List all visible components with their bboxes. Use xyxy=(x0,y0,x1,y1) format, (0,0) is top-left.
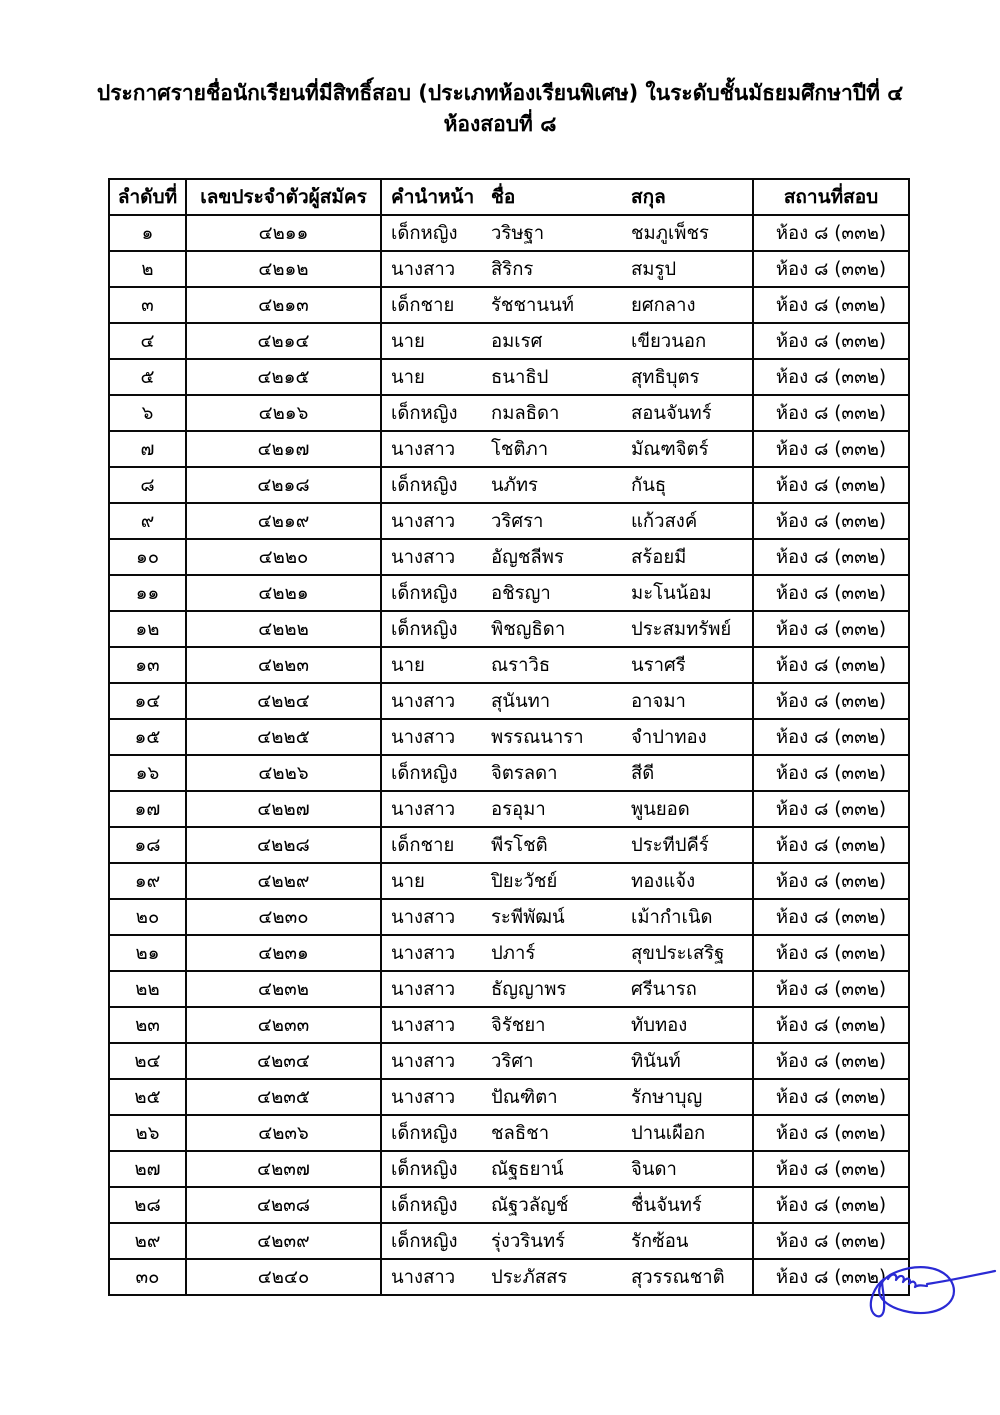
row-surname: สุวรรณชาติ xyxy=(631,1266,725,1288)
row-first-name: อรอุมา xyxy=(491,798,546,820)
table-row xyxy=(109,395,909,431)
row-first-name: สุนันทา xyxy=(491,690,551,712)
row-first-name: ปภาร์ xyxy=(491,942,536,964)
title-line-1: ประกาศรายชื่อนักเรียนที่มีสิทธิ์สอบ (ประเภทห้องเรียนพิเศษ) ในระดับชั้นมัธยมศึกษาปีที่ ๔ xyxy=(96,81,904,105)
table-row xyxy=(109,431,909,467)
row-first-name: ธนาธิป xyxy=(491,366,549,388)
row-surname: จำปาทอง xyxy=(631,726,707,748)
row-first-name: ณัฐธยาน์ xyxy=(491,1158,564,1180)
row-order: ๘ xyxy=(109,467,186,503)
row-first-name: ณัฐวลัญช์ xyxy=(491,1194,569,1216)
row-order: ๑๕ xyxy=(109,719,186,755)
signature-oval xyxy=(879,1267,954,1313)
row-first-name: ประภัสสร xyxy=(491,1266,568,1288)
table-row xyxy=(109,899,909,935)
row-order: ๕ xyxy=(109,359,186,395)
row-prefix: นางสาว xyxy=(391,942,456,964)
row-surname: จินดา xyxy=(631,1158,677,1180)
row-applicant-id: ๔๒๑๙ xyxy=(186,503,381,539)
row-prefix: นางสาว xyxy=(391,546,456,568)
row-order: ๗ xyxy=(109,431,186,467)
row-exam-location: ห้อง ๘ (๓๓๒) xyxy=(753,719,909,755)
row-exam-location: ห้อง ๘ (๓๓๒) xyxy=(753,971,909,1007)
row-applicant-id: ๔๒๒๐ xyxy=(186,539,381,575)
row-surname: สอนจันทร์ xyxy=(631,402,712,424)
row-order: ๒๘ xyxy=(109,1187,186,1223)
row-order: ๑๗ xyxy=(109,791,186,827)
row-exam-location: ห้อง ๘ (๓๓๒) xyxy=(753,251,909,287)
row-applicant-id: ๔๒๒๔ xyxy=(186,683,381,719)
row-exam-location: ห้อง ๘ (๓๓๒) xyxy=(753,539,909,575)
table-row xyxy=(109,1115,909,1151)
table-row xyxy=(109,719,909,755)
document-title xyxy=(0,78,1000,140)
row-exam-location: ห้อง ๘ (๓๓๒) xyxy=(753,935,909,971)
row-surname: สีดี xyxy=(631,762,655,784)
table-row xyxy=(109,791,909,827)
row-surname: นราศรี xyxy=(631,654,686,676)
row-surname: รักซ้อน xyxy=(631,1230,689,1252)
row-exam-location: ห้อง ๘ (๓๓๒) xyxy=(753,755,909,791)
row-exam-location: ห้อง ๘ (๓๓๒) xyxy=(753,395,909,431)
row-surname: ทินันท์ xyxy=(631,1050,681,1072)
row-name-group xyxy=(381,467,753,503)
row-exam-location: ห้อง ๘ (๓๓๒) xyxy=(753,575,909,611)
row-first-name: ปิยะวัชย์ xyxy=(491,870,558,892)
row-exam-location: ห้อง ๘ (๓๓๒) xyxy=(753,611,909,647)
row-applicant-id: ๔๒๑๖ xyxy=(186,395,381,431)
row-surname: ประสมทรัพย์ xyxy=(631,618,732,640)
table-row xyxy=(109,1187,909,1223)
header-name-group xyxy=(381,179,753,215)
row-exam-location: ห้อง ๘ (๓๓๒) xyxy=(753,359,909,395)
row-surname: ชมภูเพ็ชร xyxy=(631,222,709,244)
row-first-name: กมลธิดา xyxy=(491,402,560,424)
row-name-group xyxy=(381,1187,753,1223)
row-first-name: อชิรญา xyxy=(491,582,551,604)
row-surname: ประทีปคีร์ xyxy=(631,834,709,856)
title-line-2: ห้องสอบที่ ๘ xyxy=(443,112,557,136)
row-exam-location: ห้อง ๘ (๓๓๒) xyxy=(753,1223,909,1259)
row-name-group xyxy=(381,1079,753,1115)
row-surname: สร้อยมี xyxy=(631,546,687,568)
row-name-group xyxy=(381,971,753,1007)
row-surname: แก้วสงค์ xyxy=(631,510,698,532)
row-exam-location: ห้อง ๘ (๓๓๒) xyxy=(753,863,909,899)
row-name-group xyxy=(381,323,753,359)
row-applicant-id: ๔๒๑๓ xyxy=(186,287,381,323)
row-order: ๑ xyxy=(109,215,186,251)
row-prefix: เด็กหญิง xyxy=(391,1122,458,1144)
table-row xyxy=(109,503,909,539)
row-name-group xyxy=(381,215,753,251)
row-prefix: เด็กหญิง xyxy=(391,1158,458,1180)
row-applicant-id: ๔๒๓๐ xyxy=(186,899,381,935)
row-first-name: พีรโชติ xyxy=(491,834,548,856)
row-first-name: รัชชานนท์ xyxy=(491,294,574,316)
row-name-group xyxy=(381,899,753,935)
row-order: ๑๘ xyxy=(109,827,186,863)
row-first-name: จิรัชยา xyxy=(491,1014,546,1036)
row-exam-location: ห้อง ๘ (๓๓๒) xyxy=(753,503,909,539)
table-row xyxy=(109,575,909,611)
row-applicant-id: ๔๒๑๘ xyxy=(186,467,381,503)
row-applicant-id: ๔๒๒๙ xyxy=(186,863,381,899)
row-first-name: นภัทร xyxy=(491,474,538,496)
row-applicant-id: ๔๒๒๓ xyxy=(186,647,381,683)
row-surname: มะโนน้อม xyxy=(631,582,712,604)
row-name-group xyxy=(381,683,753,719)
row-prefix: เด็กหญิง xyxy=(391,222,458,244)
row-order: ๓ xyxy=(109,287,186,323)
row-order: ๙ xyxy=(109,503,186,539)
row-name-group xyxy=(381,791,753,827)
row-surname: สุขประเสริฐ xyxy=(631,942,725,964)
row-prefix: เด็กหญิง xyxy=(391,582,458,604)
row-first-name: พิชญธิดา xyxy=(491,618,566,640)
row-name-group xyxy=(381,539,753,575)
header-order: ลำดับที่ xyxy=(109,179,186,215)
row-first-name: สิริกร xyxy=(491,258,534,280)
row-name-group xyxy=(381,647,753,683)
table-row xyxy=(109,827,909,863)
table-row xyxy=(109,1151,909,1187)
row-exam-location: ห้อง ๘ (๓๓๒) xyxy=(753,1259,909,1295)
row-prefix: เด็กหญิง xyxy=(391,1230,458,1252)
row-first-name: พรรณนารา xyxy=(491,726,584,748)
row-first-name: ชลธิชา xyxy=(491,1122,550,1144)
row-surname: ทองแจ้ง xyxy=(631,870,696,892)
row-prefix: นาย xyxy=(391,330,425,352)
row-first-name: อัญชลีพร xyxy=(491,546,564,568)
row-prefix: เด็กหญิง xyxy=(391,618,458,640)
row-applicant-id: ๔๒๓๕ xyxy=(186,1079,381,1115)
table-row xyxy=(109,935,909,971)
row-order: ๒๔ xyxy=(109,1043,186,1079)
row-order: ๑๒ xyxy=(109,611,186,647)
row-applicant-id: ๔๒๑๗ xyxy=(186,431,381,467)
row-surname: สมรูป xyxy=(631,258,677,280)
row-prefix: นางสาว xyxy=(391,438,456,460)
row-applicant-id: ๔๒๓๘ xyxy=(186,1187,381,1223)
row-prefix: เด็กหญิง xyxy=(391,762,458,784)
row-first-name: ปัณฑิตา xyxy=(491,1086,558,1108)
row-first-name: โชติภา xyxy=(491,438,549,460)
table-row xyxy=(109,359,909,395)
row-applicant-id: ๔๒๓๑ xyxy=(186,935,381,971)
row-exam-location: ห้อง ๘ (๓๓๒) xyxy=(753,1043,909,1079)
table-row xyxy=(109,539,909,575)
row-order: ๑๓ xyxy=(109,647,186,683)
header-prefix: คำนำหน้า xyxy=(391,186,475,208)
row-order: ๒๑ xyxy=(109,935,186,971)
row-name-group xyxy=(381,575,753,611)
row-first-name: วริศรา xyxy=(491,510,544,532)
row-applicant-id: ๔๒๒๘ xyxy=(186,827,381,863)
row-prefix: นางสาว xyxy=(391,1014,456,1036)
row-first-name: วริศา xyxy=(491,1050,534,1072)
row-name-group xyxy=(381,827,753,863)
row-name-group xyxy=(381,359,753,395)
row-exam-location: ห้อง ๘ (๓๓๒) xyxy=(753,899,909,935)
row-exam-location: ห้อง ๘ (๓๓๒) xyxy=(753,791,909,827)
student-rows xyxy=(109,215,909,1295)
row-surname: ปานเผือก xyxy=(631,1122,706,1144)
row-order: ๔ xyxy=(109,323,186,359)
row-order: ๒๖ xyxy=(109,1115,186,1151)
row-name-group xyxy=(381,1151,753,1187)
row-name-group xyxy=(381,1115,753,1151)
row-prefix: นางสาว xyxy=(391,510,456,532)
row-first-name: รุ่งวรินทร์ xyxy=(491,1230,566,1252)
row-surname: เขียวนอก xyxy=(631,330,707,352)
row-prefix: เด็กหญิง xyxy=(391,402,458,424)
row-name-group xyxy=(381,503,753,539)
table-row xyxy=(109,287,909,323)
row-name-group xyxy=(381,611,753,647)
row-prefix: นางสาว xyxy=(391,906,456,928)
table-row xyxy=(109,1259,909,1295)
row-first-name: ธัญญาพร xyxy=(491,978,567,1000)
header-surname: สกุล xyxy=(631,186,666,208)
table-row xyxy=(109,971,909,1007)
table-row xyxy=(109,863,909,899)
row-surname: พูนยอด xyxy=(631,798,690,820)
header-applicant-id: เลขประจำตัวผู้สมัคร xyxy=(186,179,381,215)
table-row xyxy=(109,1043,909,1079)
signature-scribble xyxy=(888,1275,927,1287)
row-prefix: นางสาว xyxy=(391,1266,456,1288)
row-order: ๒๗ xyxy=(109,1151,186,1187)
row-surname: รักษาบุญ xyxy=(631,1086,703,1108)
row-exam-location: ห้อง ๘ (๓๓๒) xyxy=(753,431,909,467)
row-applicant-id: ๔๒๒๗ xyxy=(186,791,381,827)
row-applicant-id: ๔๒๓๙ xyxy=(186,1223,381,1259)
row-applicant-id: ๔๒๒๒ xyxy=(186,611,381,647)
row-prefix: นางสาว xyxy=(391,798,456,820)
table-row xyxy=(109,251,909,287)
row-order: ๑๔ xyxy=(109,683,186,719)
row-order: ๒๒ xyxy=(109,971,186,1007)
row-order: ๒ xyxy=(109,251,186,287)
row-exam-location: ห้อง ๘ (๓๓๒) xyxy=(753,323,909,359)
header-exam-location: สถานที่สอบ xyxy=(753,179,909,215)
row-applicant-id: ๔๒๓๖ xyxy=(186,1115,381,1151)
row-prefix: นาย xyxy=(391,870,425,892)
row-exam-location: ห้อง ๘ (๓๓๒) xyxy=(753,1187,909,1223)
table-row xyxy=(109,683,909,719)
row-applicant-id: ๔๒๓๔ xyxy=(186,1043,381,1079)
row-exam-location: ห้อง ๘ (๓๓๒) xyxy=(753,215,909,251)
table-row xyxy=(109,647,909,683)
row-applicant-id: ๔๒๓๒ xyxy=(186,971,381,1007)
table-row xyxy=(109,215,909,251)
row-name-group xyxy=(381,1259,753,1295)
row-surname: ยศกลาง xyxy=(631,294,696,316)
row-first-name: ระพีพัฒน์ xyxy=(491,906,565,928)
row-order: ๓๐ xyxy=(109,1259,186,1295)
row-surname: สุทธิบุตร xyxy=(631,366,700,388)
row-name-group xyxy=(381,719,753,755)
row-exam-location: ห้อง ๘ (๓๓๒) xyxy=(753,827,909,863)
row-first-name: วริษฐา xyxy=(491,222,545,244)
row-prefix: เด็กหญิง xyxy=(391,1194,458,1216)
row-name-group xyxy=(381,935,753,971)
row-prefix: นางสาว xyxy=(391,258,456,280)
row-prefix: นางสาว xyxy=(391,726,456,748)
row-surname: ทับทอง xyxy=(631,1014,688,1036)
row-exam-location: ห้อง ๘ (๓๓๒) xyxy=(753,683,909,719)
row-exam-location: ห้อง ๘ (๓๓๒) xyxy=(753,467,909,503)
row-prefix: นางสาว xyxy=(391,978,456,1000)
table-row xyxy=(109,1223,909,1259)
row-order: ๑๖ xyxy=(109,755,186,791)
row-applicant-id: ๔๒๑๒ xyxy=(186,251,381,287)
handwritten-signature-icon xyxy=(848,1253,1000,1331)
row-applicant-id: ๔๒๔๐ xyxy=(186,1259,381,1295)
signature-tail xyxy=(927,1271,995,1284)
row-first-name: ณราวิธ xyxy=(491,654,551,676)
row-name-group xyxy=(381,251,753,287)
row-exam-location: ห้อง ๘ (๓๓๒) xyxy=(753,1007,909,1043)
row-surname: กันธุ xyxy=(631,474,667,496)
row-applicant-id: ๔๒๒๑ xyxy=(186,575,381,611)
row-name-group xyxy=(381,863,753,899)
row-exam-location: ห้อง ๘ (๓๓๒) xyxy=(753,1151,909,1187)
row-order: ๒๓ xyxy=(109,1007,186,1043)
row-prefix: นาย xyxy=(391,366,425,388)
row-applicant-id: ๔๒๒๖ xyxy=(186,755,381,791)
row-order: ๒๙ xyxy=(109,1223,186,1259)
row-exam-location: ห้อง ๘ (๓๓๒) xyxy=(753,647,909,683)
row-order: ๑๑ xyxy=(109,575,186,611)
row-name-group xyxy=(381,1007,753,1043)
row-applicant-id: ๔๒๑๑ xyxy=(186,215,381,251)
header-first-name: ชื่อ xyxy=(491,186,516,208)
table-row xyxy=(109,611,909,647)
row-exam-location: ห้อง ๘ (๓๓๒) xyxy=(753,1079,909,1115)
row-applicant-id: ๔๒๑๔ xyxy=(186,323,381,359)
row-surname: ศรีนารถ xyxy=(631,978,697,1000)
row-first-name: อมเรศ xyxy=(491,330,543,352)
row-applicant-id: ๔๒๑๕ xyxy=(186,359,381,395)
row-order: ๒๐ xyxy=(109,899,186,935)
row-prefix: นางสาว xyxy=(391,1086,456,1108)
row-name-group xyxy=(381,395,753,431)
row-prefix: เด็กชาย xyxy=(391,834,455,856)
row-exam-location: ห้อง ๘ (๓๓๒) xyxy=(753,1115,909,1151)
row-name-group xyxy=(381,1043,753,1079)
row-name-group xyxy=(381,1223,753,1259)
row-order: ๑๐ xyxy=(109,539,186,575)
row-applicant-id: ๔๒๓๗ xyxy=(186,1151,381,1187)
table-row xyxy=(109,323,909,359)
row-surname: เม้ากำเนิด xyxy=(631,906,713,928)
row-prefix: เด็กชาย xyxy=(391,294,455,316)
students-table xyxy=(108,178,910,1296)
row-order: ๑๙ xyxy=(109,863,186,899)
row-prefix: นางสาว xyxy=(391,1050,456,1072)
row-exam-location: ห้อง ๘ (๓๓๒) xyxy=(753,287,909,323)
row-surname: มัณฑจิตร์ xyxy=(631,438,709,460)
header-row xyxy=(109,179,909,215)
row-prefix: เด็กหญิง xyxy=(391,474,458,496)
row-name-group xyxy=(381,755,753,791)
row-prefix: นางสาว xyxy=(391,690,456,712)
table-row xyxy=(109,467,909,503)
row-order: ๒๕ xyxy=(109,1079,186,1115)
table-row xyxy=(109,755,909,791)
row-name-group xyxy=(381,431,753,467)
table-row xyxy=(109,1079,909,1115)
row-surname: ชื่นจันทร์ xyxy=(631,1194,702,1216)
row-prefix: นาย xyxy=(391,654,425,676)
row-order: ๖ xyxy=(109,395,186,431)
row-name-group xyxy=(381,287,753,323)
table-row xyxy=(109,1007,909,1043)
row-applicant-id: ๔๒๓๓ xyxy=(186,1007,381,1043)
row-surname: อาจมา xyxy=(631,690,686,712)
row-first-name: จิตรลดา xyxy=(491,762,558,784)
row-applicant-id: ๔๒๒๕ xyxy=(186,719,381,755)
